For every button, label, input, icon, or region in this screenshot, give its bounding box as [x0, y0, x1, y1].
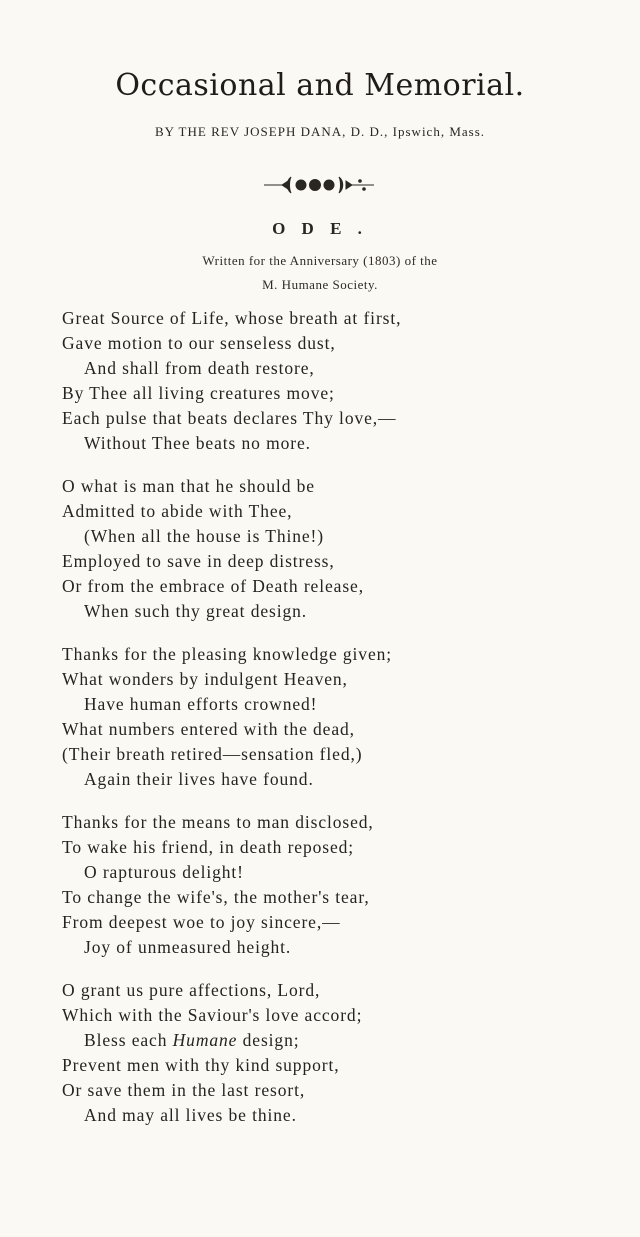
- poem-line: Admitted to abide with Thee,: [62, 501, 293, 521]
- poem-line: By Thee all living creatures move;: [62, 383, 335, 403]
- poem-line: To wake his friend, in death reposed;: [62, 837, 355, 857]
- poem-subtitle-line1: Written for the Anniversary (1803) of the: [202, 253, 438, 268]
- poem-line: O what is man that he should be: [62, 476, 315, 496]
- poem-line: And may all lives be thine.: [84, 1105, 297, 1125]
- author-byline: BY THE REV JOSEPH DANA, D. D., Ipswich, Mass.: [154, 124, 486, 139]
- poem-line: Prevent men with thy kind support,: [62, 1055, 340, 1075]
- poem-line: Thanks for the means to man disclosed,: [62, 812, 374, 832]
- poem-line: Or save them in the last resort,: [62, 1080, 306, 1100]
- poem-line-start: Bless each: [84, 1030, 168, 1050]
- ornament-icon: [260, 170, 380, 200]
- poem-line: What wonders by indulgent Heaven,: [62, 669, 348, 689]
- poem-line-end: design;: [242, 1030, 300, 1050]
- stanza-2: [62, 474, 622, 624]
- section-heading: Occasional and Memorial.: [115, 68, 525, 103]
- poem-line: From deepest woe to joy sincere,—: [62, 912, 341, 932]
- stanza-5: [62, 978, 622, 1128]
- poem-line: (When all the house is Thine!): [84, 526, 325, 546]
- poem-title: O D E .: [272, 219, 368, 238]
- poem-line: Which with the Saviour's love accord;: [62, 1005, 363, 1025]
- poem-line: Great Source of Life, whose breath at first,: [62, 308, 402, 328]
- poem-line: Joy of unmeasured height.: [84, 937, 292, 957]
- poem-line: (Their breath retired—sensation fled,): [62, 744, 363, 764]
- poem-line: Gave motion to our senseless dust,: [62, 333, 336, 353]
- poem-line: What numbers entered with the dead,: [62, 719, 355, 739]
- poem-line: O rapturous delight!: [84, 862, 244, 882]
- stanza-1: [62, 306, 622, 456]
- poem-line: Each pulse that beats declares Thy love,—: [62, 408, 397, 428]
- poem-line: Or from the embrace of Death release,: [62, 576, 364, 596]
- poem-body: [62, 306, 622, 1146]
- italic-word: Humane: [172, 1030, 238, 1050]
- poem-line: Thanks for the pleasing knowledge given;: [62, 644, 393, 664]
- poem-line-with-italic: [62, 1028, 622, 1053]
- poem-line: And shall from death restore,: [84, 358, 315, 378]
- poem-line: Without Thee beats no more.: [84, 433, 311, 453]
- stanza-4: [62, 810, 622, 960]
- decorative-ornament: [0, 168, 640, 202]
- poem-line: O grant us pure affections, Lord,: [62, 980, 321, 1000]
- stanza-3: [62, 642, 622, 792]
- poem-line: Again their lives have found.: [84, 769, 314, 789]
- poem-line: Employed to save in deep distress,: [62, 551, 335, 571]
- poem-subtitle-line2: M. Humane Society.: [262, 277, 378, 292]
- poem-line: To change the wife's, the mother's tear,: [62, 887, 370, 907]
- poem-line: Have human efforts crowned!: [84, 694, 318, 714]
- poem-line: When such thy great design.: [84, 601, 308, 621]
